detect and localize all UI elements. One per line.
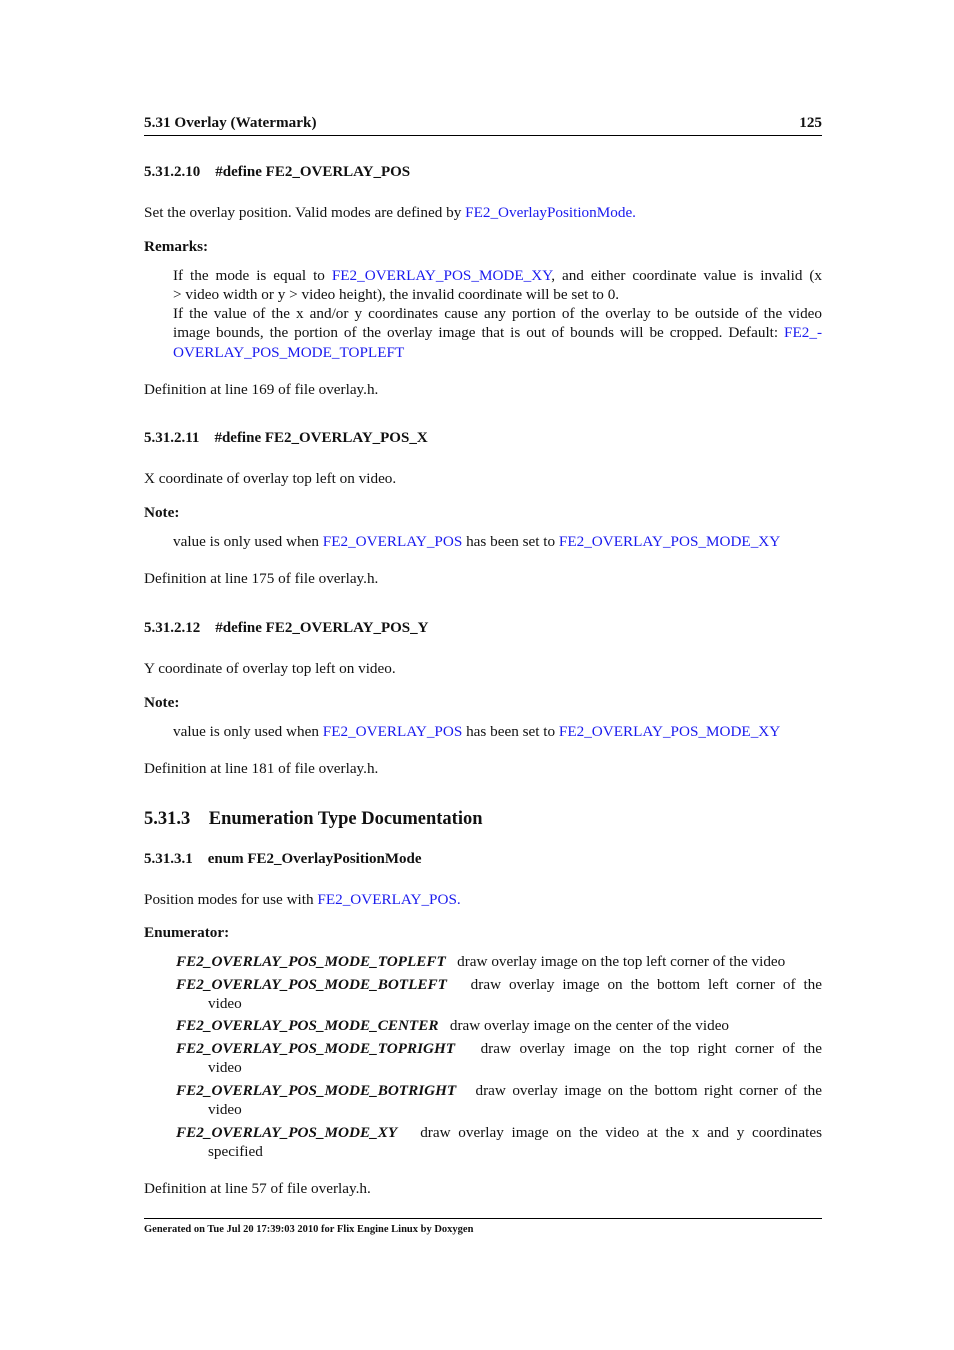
overlay-pos-x-description: X coordinate of overlay top left on video.	[144, 470, 397, 487]
enumerator-desc: draw overlay image on the top right corner of the	[480, 1040, 822, 1057]
description-text: Set the overlay position. Valid modes are defined by	[144, 204, 466, 221]
enumerator-name: FE2_OVERLAY_POS_MODE_XY	[176, 1124, 398, 1141]
note-label: Note:	[144, 694, 180, 711]
enumerator-item	[176, 952, 822, 971]
enumerator-item	[176, 1081, 822, 1119]
section-number: 5.31.2.11	[144, 430, 200, 446]
enumerator-line	[176, 1081, 822, 1100]
note-text-part: has been set to	[462, 533, 559, 550]
section-number: 5.31.2.12	[144, 620, 201, 636]
section-title: #define FE2_OVERLAY_POS_X	[214, 430, 428, 446]
link-overlay-pos[interactable]: FE2_OVERLAY_POS	[322, 723, 463, 740]
enumerator-label: Enumerator:	[144, 924, 230, 941]
enumerator-line	[176, 1039, 822, 1058]
enumerator-desc-cont: specified	[208, 1143, 263, 1160]
enumerator-name: FE2_OVERLAY_POS_MODE_TOPLEFT	[176, 953, 446, 970]
enumerator-name: FE2_OVERLAY_POS_MODE_BOTRIGHT	[176, 1082, 457, 1099]
enumerator-desc: draw overlay image on the bottom left corner of the	[470, 976, 823, 993]
remarks-line-4	[173, 323, 822, 342]
enumerator-line	[176, 1123, 822, 1142]
enumerator-line	[176, 975, 822, 994]
note-text	[173, 532, 822, 551]
page-number: 125	[799, 114, 822, 131]
link-pos-mode-topleft-cont[interactable]: OVERLAY_POS_MODE_TOPLEFT	[173, 344, 405, 361]
note-text-part: has been set to	[462, 723, 559, 740]
enumerator-desc: draw overlay image on the bottom right corner of the	[475, 1082, 822, 1099]
remarks-line-3: If the value of the x and/or y coordinates cause any portion of the overlay to be outside of the video	[173, 305, 822, 322]
enumerator-item	[176, 1123, 822, 1161]
footer-rule	[144, 1218, 822, 1219]
section-number: 5.31.3	[144, 809, 191, 829]
link-pos-mode-xy[interactable]: FE2_OVERLAY_POS_MODE_XY	[331, 267, 552, 284]
section-title: #define FE2_OVERLAY_POS	[215, 164, 411, 180]
remarks-label: Remarks:	[144, 238, 209, 255]
note-text-part: value is only used when	[173, 533, 323, 550]
remarks-line-2: > video width or y > video height), the invalid coordinate will be set to 0.	[173, 286, 620, 303]
definition-line: Definition at line 169 of file overlay.h.	[144, 381, 379, 398]
section-number: 5.31.2.10	[144, 164, 201, 180]
overlay-pos-description	[144, 203, 636, 222]
note-label: Note:	[144, 504, 180, 521]
enumerator-desc: draw overlay image on the center of the video	[449, 1017, 730, 1034]
enum-description	[144, 890, 461, 909]
section-title: Enumeration Type Documentation	[208, 809, 483, 829]
note-text	[173, 722, 822, 741]
link-pos-mode-xy[interactable]: FE2_OVERLAY_POS_MODE_XY	[558, 533, 781, 550]
enumerator-desc: draw overlay image on the top left corner of the video	[457, 953, 786, 970]
overlay-pos-y-description: Y coordinate of overlay top left on video.	[144, 660, 396, 677]
enumerator-item	[176, 1039, 822, 1077]
enumerator-line	[176, 1016, 822, 1035]
section-title: enum FE2_OverlayPositionMode	[207, 851, 422, 867]
enumerator-desc-cont: video	[208, 1101, 242, 1118]
section-heading-overlay-pos-x	[144, 430, 428, 447]
link-pos-mode-topleft[interactable]: FE2_-	[784, 324, 822, 341]
section-heading-enum-docs	[144, 809, 483, 830]
remarks-text: If the mode is equal to	[173, 267, 332, 284]
document-page	[144, 0, 822, 1350]
link-overlay-position-mode[interactable]: FE2_OverlayPositionMode.	[465, 204, 636, 221]
running-header-section: 5.31 Overlay (Watermark)	[144, 114, 317, 131]
definition-line: Definition at line 57 of file overlay.h.	[144, 1180, 371, 1197]
link-pos-mode-xy[interactable]: FE2_OVERLAY_POS_MODE_XY	[558, 723, 781, 740]
footer-text: Generated on Tue Jul 20 17:39:03 2010 for Flix Engine Linux by Doxygen	[144, 1224, 474, 1235]
enumerator-desc-cont: video	[208, 995, 242, 1012]
enumerator-name: FE2_OVERLAY_POS_MODE_BOTLEFT	[176, 976, 447, 993]
section-heading-overlay-pos-y	[144, 620, 428, 637]
link-overlay-pos[interactable]: FE2_OVERLAY_POS	[322, 533, 463, 550]
enumerator-line	[176, 952, 822, 971]
remarks-text: , and either coordinate value is invalid (x	[551, 267, 822, 284]
section-heading-enum-overlay-position-mode	[144, 851, 422, 868]
link-overlay-pos[interactable]: FE2_OVERLAY_POS.	[317, 891, 461, 908]
enumerator-item	[176, 975, 822, 1013]
remarks-text: image bounds, the portion of the overlay image that is out of bounds will be cropped. Default:	[173, 324, 785, 341]
note-text-part: value is only used when	[173, 723, 323, 740]
definition-line: Definition at line 181 of file overlay.h.	[144, 760, 379, 777]
section-title: #define FE2_OVERLAY_POS_Y	[215, 620, 429, 636]
enumerator-desc: draw overlay image on the video at the x and y coordinates	[420, 1124, 822, 1141]
enumerator-name: FE2_OVERLAY_POS_MODE_CENTER	[176, 1017, 439, 1034]
description-text: Position modes for use with	[144, 891, 318, 908]
enumerator-item	[176, 1016, 822, 1035]
section-heading-overlay-pos	[144, 164, 410, 181]
section-number: 5.31.3.1	[144, 851, 193, 867]
enumerator-name: FE2_OVERLAY_POS_MODE_TOPRIGHT	[176, 1040, 456, 1057]
definition-line: Definition at line 175 of file overlay.h.	[144, 570, 379, 587]
remarks-line-1	[173, 266, 822, 285]
header-rule	[144, 135, 822, 136]
enumerator-desc-cont: video	[208, 1059, 242, 1076]
remarks-line-5	[173, 343, 822, 362]
